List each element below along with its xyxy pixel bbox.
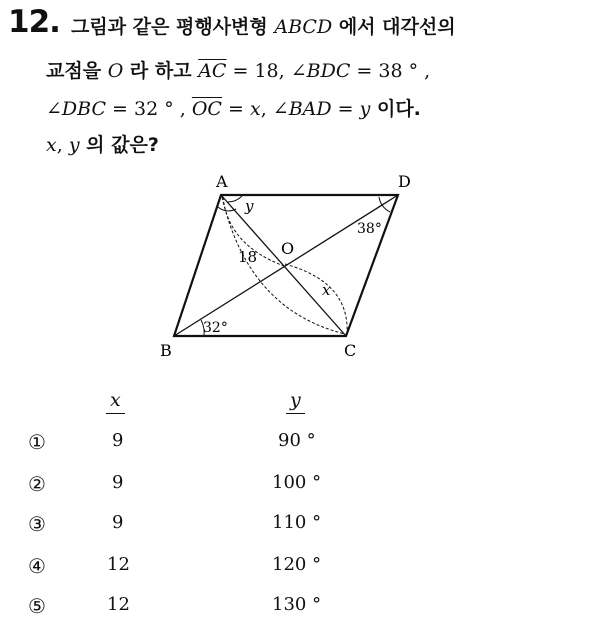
choice-row[interactable] [0, 594, 601, 624]
vertex-b-label: B [160, 341, 172, 360]
vertex-d-label: D [398, 172, 411, 191]
question-text-segment: = 32 ° , [106, 98, 192, 120]
question-text-segment: 교점을 [46, 60, 108, 82]
choice-marker: ③ [28, 512, 46, 536]
question-text-segment: y [68, 134, 80, 156]
question-text-segment: 의 값은? [79, 134, 159, 156]
choice-y-value: 120 ° [272, 554, 322, 575]
problem-number-dot: . [49, 4, 60, 40]
choice-y-value: 110 ° [272, 512, 322, 533]
choice-x-value: 9 [112, 430, 124, 451]
question-text-segment: 라 하고 [123, 60, 199, 82]
problem-number-text: 12 [8, 4, 50, 40]
choice-marker: ⑤ [28, 594, 46, 618]
choice-x-value: 9 [112, 512, 124, 533]
angle-38-label: 38° [357, 221, 382, 237]
choice-x-value: 9 [112, 472, 124, 493]
vertex-c-label: C [344, 341, 357, 360]
angle-32-label: 32° [203, 320, 228, 336]
length-18-label: 18 [238, 248, 258, 266]
question-text-segment: $\overline{AC}$ [198, 60, 227, 82]
question-text-segment: 에서 대각선의 [332, 16, 456, 38]
question-text-segment: , [56, 134, 69, 156]
choice-y-value: 90 ° [278, 430, 316, 451]
question-text-segment: = [331, 98, 360, 120]
choice-row[interactable] [0, 512, 601, 542]
choice-marker: ② [28, 472, 46, 496]
question-text-segment: x [46, 134, 57, 156]
question-text-segment: DBC [61, 98, 107, 120]
table-header-y: y [286, 390, 305, 414]
diagonal-bd [174, 195, 398, 336]
angle-arc-a [227, 196, 242, 202]
question-text-segment: $\overline{OC}$ [191, 98, 222, 120]
choice-row[interactable] [0, 472, 601, 502]
question-text-segment: BAD [288, 98, 332, 120]
question-text-segment: 이다. [370, 98, 421, 120]
table-header-x: x [106, 390, 125, 414]
angle-arc-d [379, 197, 390, 212]
question-text-segment: = 38 ° , [350, 60, 431, 82]
choice-x-value: 12 [107, 594, 130, 615]
question-text-segment: x [249, 98, 261, 120]
question-text-segment: O [107, 60, 124, 82]
choice-marker: ① [28, 430, 46, 454]
question-text-segment: BDC [306, 60, 351, 82]
choice-row[interactable] [0, 554, 601, 584]
choice-y-value: 130 ° [272, 594, 322, 615]
angle-y-label: y [245, 197, 254, 215]
brace-x [285, 264, 347, 334]
question-text-segment: , ∠ [260, 98, 289, 120]
question-text-segment: ∠ [46, 98, 62, 120]
choice-y-value: 100 ° [272, 472, 322, 493]
vertex-a-label: A [216, 172, 228, 191]
question-text-segment: ABCD [274, 16, 333, 38]
length-x-label: x [322, 281, 331, 299]
question-text-segment: = 18, ∠ [226, 60, 307, 82]
question-text-segment: 그림과 같은 평행사변형 [71, 16, 275, 38]
choice-marker: ④ [28, 554, 46, 578]
question-text-segment: y [359, 98, 371, 120]
center-o-label: O [281, 239, 295, 258]
choice-x-value: 12 [107, 554, 130, 575]
question-text-segment: = [221, 98, 250, 120]
choice-row[interactable] [0, 430, 601, 460]
